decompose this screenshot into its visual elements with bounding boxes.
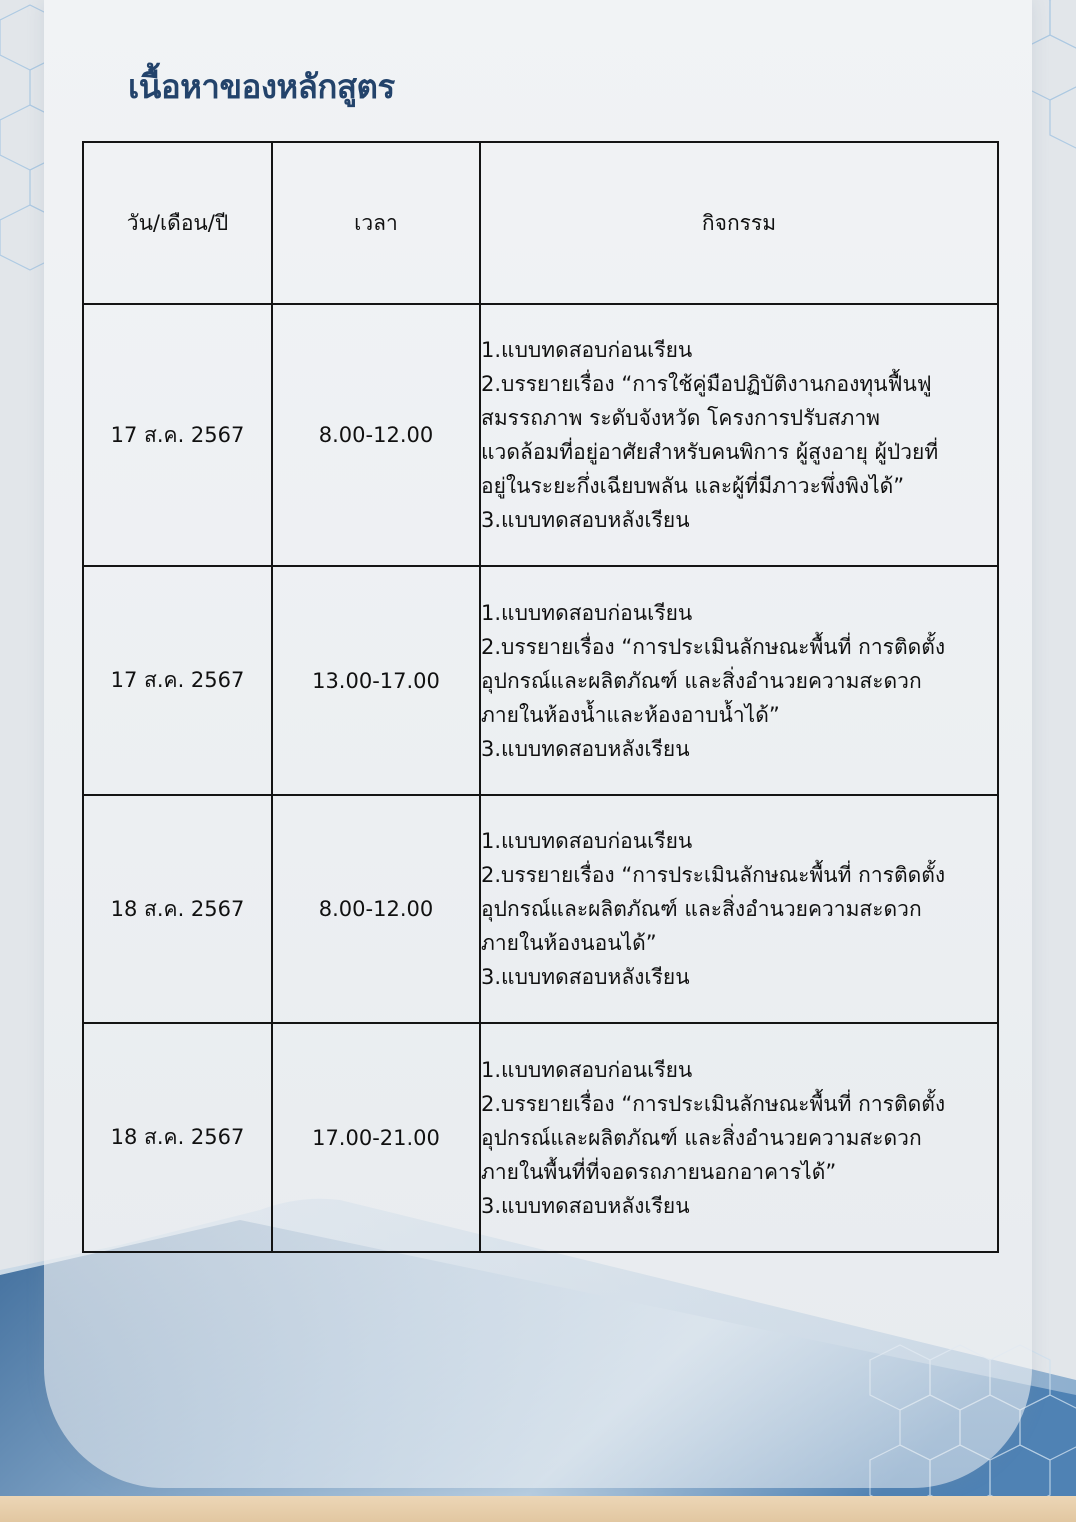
header-activity: กิจกรรม	[480, 142, 998, 304]
header-time: เวลา	[272, 142, 480, 304]
activity-line: ภายในห้องนอนได้”	[481, 931, 657, 955]
activity-line: 2.บรรยายเรื่อง “การประเมินลักษณะพื้นที่ การติดตั้ง	[481, 1091, 946, 1116]
table-row	[83, 566, 998, 795]
cell-date: 18 ส.ค. 2567	[83, 795, 272, 1023]
cell-time: 8.00-12.00	[272, 304, 480, 566]
course-schedule-table	[82, 141, 999, 1253]
cell-date: 17 ส.ค. 2567	[83, 566, 272, 795]
activity-line: 1.แบบทดสอบก่อนเรียน	[481, 829, 693, 853]
activity-line: ภายในพื้นที่ที่จอดรถภายนอกอาคารได้”	[481, 1159, 837, 1184]
activity-line: สมรรถภาพ ระดับจังหวัด โครงการปรับสภาพ	[481, 406, 880, 430]
activity-line: 1.แบบทดสอบก่อนเรียน	[481, 600, 693, 625]
activity-line: 2.บรรยายเรื่อง “การประเมินลักษณะพื้นที่ การติดตั้ง	[481, 863, 946, 887]
activity-line: 2.บรรยายเรื่อง “การใช้คู่มือปฏิบัติงานกองทุนฟื้นฟู	[481, 372, 932, 396]
header-date: วัน/เดือน/ปี	[83, 142, 272, 304]
cell-activity	[480, 566, 998, 795]
activity-line: 1.แบบทดสอบก่อนเรียน	[481, 338, 693, 362]
activity-line: 3.แบบทดสอบหลังเรียน	[481, 965, 690, 989]
activity-line: อยู่ในระยะกึ่งเฉียบพลัน และผู้ที่มีภาวะพึ่งพิงได้”	[481, 474, 905, 498]
table-row	[83, 304, 998, 566]
cell-date: 17 ส.ค. 2567	[83, 304, 272, 566]
cell-activity	[480, 304, 998, 566]
activity-line: อุปกรณ์และผลิตภัณฑ์ และสิ่งอำนวยความสะดวก	[481, 668, 922, 693]
cell-time: 13.00-17.00	[272, 566, 480, 795]
activity-line: 3.แบบทดสอบหลังเรียน	[481, 736, 690, 761]
page-title: เนื้อหาของหลักสูตร	[128, 67, 395, 106]
table-header-row	[83, 142, 998, 304]
activity-line: อุปกรณ์และผลิตภัณฑ์ และสิ่งอำนวยความสะดวก	[481, 1125, 922, 1150]
activity-line: 3.แบบทดสอบหลังเรียน	[481, 508, 690, 532]
cell-time: 8.00-12.00	[272, 795, 480, 1023]
cell-date: 18 ส.ค. 2567	[83, 1023, 272, 1252]
cell-activity	[480, 1023, 998, 1252]
activity-line: แวดล้อมที่อยู่อาศัยสำหรับคนพิการ ผู้สูงอายุ ผู้ป่วยที่	[481, 440, 939, 464]
cell-activity	[480, 795, 998, 1023]
activity-line: 3.แบบทดสอบหลังเรียน	[481, 1193, 690, 1218]
activity-line: ภายในห้องน้ำและห้องอาบน้ำได้”	[481, 702, 780, 727]
table-row	[83, 1023, 998, 1252]
activity-line: 1.แบบทดสอบก่อนเรียน	[481, 1057, 693, 1082]
cell-time: 17.00-21.00	[272, 1023, 480, 1252]
table-row	[83, 795, 998, 1023]
floor-strip	[0, 1496, 1076, 1522]
activity-line: 2.บรรยายเรื่อง “การประเมินลักษณะพื้นที่ การติดตั้ง	[481, 634, 946, 659]
activity-line: อุปกรณ์และผลิตภัณฑ์ และสิ่งอำนวยความสะดวก	[481, 897, 922, 921]
